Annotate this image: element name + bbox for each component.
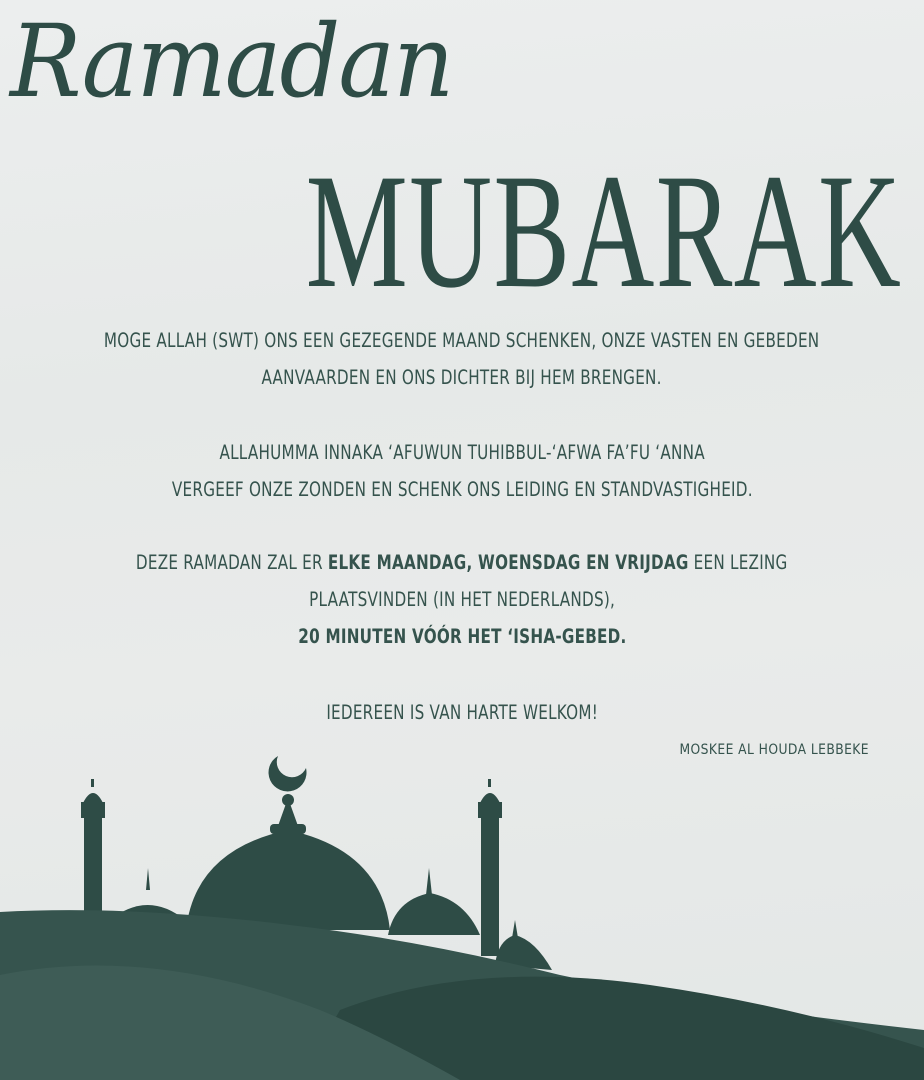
dua-line-1: ALLAHUMMA INNAKA ‘AFUWUN TUHIBBUL-‘AFWA FA’FU ‘ANNA	[219, 441, 705, 464]
right-dome	[388, 893, 480, 935]
main-dome-orb	[282, 794, 294, 806]
left-minaret-cap	[83, 793, 103, 803]
dua-line-2: VERGEEF ONZE ZONDEN EN SCHENK ONS LEIDING EN STANDVASTIGHEID.	[171, 478, 753, 501]
mosque-signature: MOSKEE AL HOUDA LEBBEKE	[679, 742, 869, 758]
welcome-line: IEDEREEN IS VAN HARTE WELKOM!	[326, 701, 598, 724]
main-dome	[186, 830, 390, 930]
blessing-line-2: AANVAARDEN EN ONS DICHTER BIJ HEM BRENGEN.	[261, 366, 663, 389]
far-right-dome-spire	[512, 920, 518, 938]
right-minaret-shaft	[481, 816, 499, 956]
small-left-dome-spire	[146, 868, 150, 890]
right-minaret-balcony	[478, 802, 502, 818]
right-minaret-finial	[488, 779, 491, 787]
left-minaret-balcony	[81, 802, 105, 818]
lecture-line-1-suffix: EEN LEZING	[688, 551, 788, 574]
left-minaret-shaft	[84, 816, 102, 926]
blessing-line-1: MOGE ALLAH (SWT) ONS EEN GEZEGENDE MAAND SCHENKEN, ONZE VASTEN EN GEBEDEN	[104, 329, 820, 352]
lecture-line-1-prefix: DEZE RAMADAN ZAL ER	[136, 551, 329, 574]
mubarak-title: MUBARAK	[305, 141, 902, 322]
right-minaret-cap	[480, 793, 500, 803]
lecture-time: 20 MINUTEN VÓÓR HET ‘ISHA-GEBED.	[297, 625, 627, 648]
crescent-moon-icon	[269, 756, 307, 791]
lecture-days: ELKE MAANDAG, WOENSDAG EN VRIJDAG	[328, 551, 689, 574]
right-dome-spire	[426, 868, 432, 895]
ramadan-script-title: Ramadan	[10, 3, 453, 120]
lecture-line-2: PLAATSVINDEN (IN HET NEDERLANDS),	[309, 588, 615, 611]
left-minaret-finial	[91, 779, 94, 787]
